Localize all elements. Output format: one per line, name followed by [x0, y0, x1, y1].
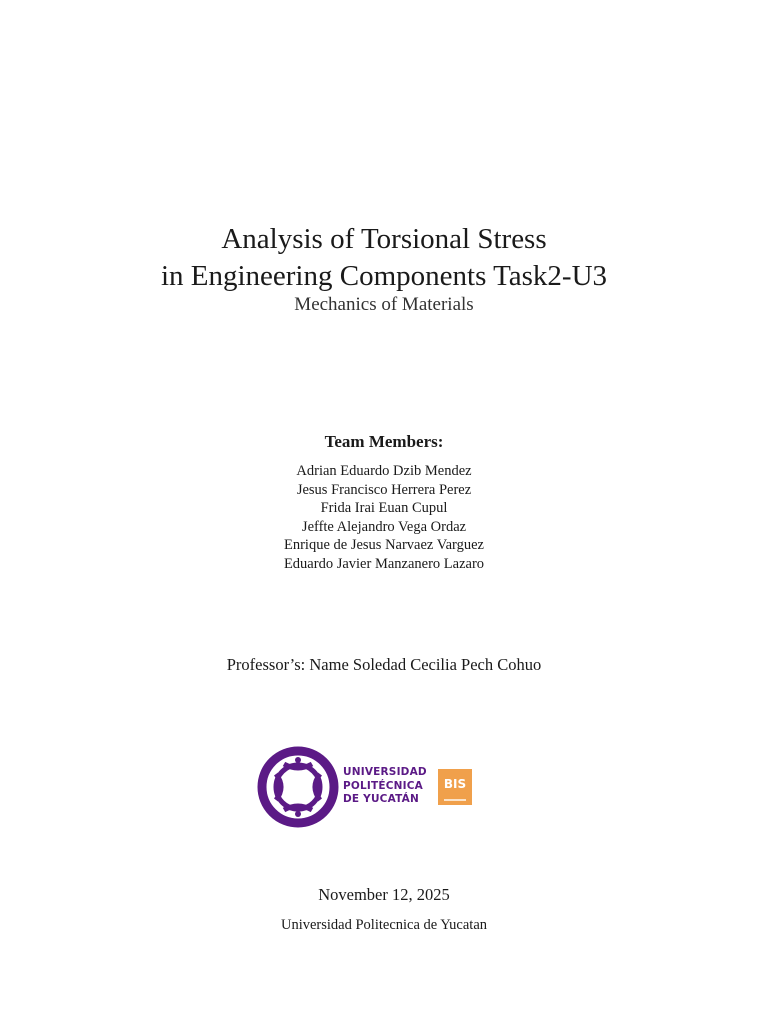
team-member: Eduardo Javier Manzanero Lazaro — [283, 555, 485, 572]
title-line-1: Analysis of Torsional Stress — [221, 223, 547, 255]
team-member: Enrique de Jesus Narvaez Varguez — [284, 537, 484, 553]
team-member-list — [0, 462, 768, 573]
university-wordmark — [343, 766, 427, 807]
title-line-2: in Engineering Components Task2-U3 — [160, 260, 608, 292]
team-member: Jesus Francisco Herrera Perez — [296, 481, 472, 498]
wordmark-line-1: UNIVERSIDAD — [343, 766, 427, 778]
team-member: Jeffte Alejandro Vega Ordaz — [301, 518, 467, 535]
bis-badge-label: BIS — [443, 777, 467, 791]
course-subtitle: Mechanics of Materials — [294, 294, 474, 315]
team-heading: Team Members: — [324, 432, 444, 451]
document-date: November 12, 2025 — [318, 885, 450, 904]
wordmark-line-3: DE YUCATÁN — [343, 793, 419, 805]
team-member: Frida Irai Euan Cupul — [320, 500, 448, 516]
bis-badge — [438, 769, 472, 805]
university-seal-icon — [256, 742, 342, 832]
university-name: Universidad Politecnica de Yucatan — [280, 917, 488, 933]
wordmark-line-2: POLITÉCNICA — [343, 779, 423, 792]
professor-name: Professor’s: Name Soledad Cecilia Pech Cohuo — [226, 655, 542, 674]
document-title — [0, 221, 768, 295]
university-logo — [256, 742, 478, 832]
team-member: Adrian Eduardo Dzib Mendez — [296, 463, 472, 479]
bis-badge-underline — [444, 799, 466, 801]
